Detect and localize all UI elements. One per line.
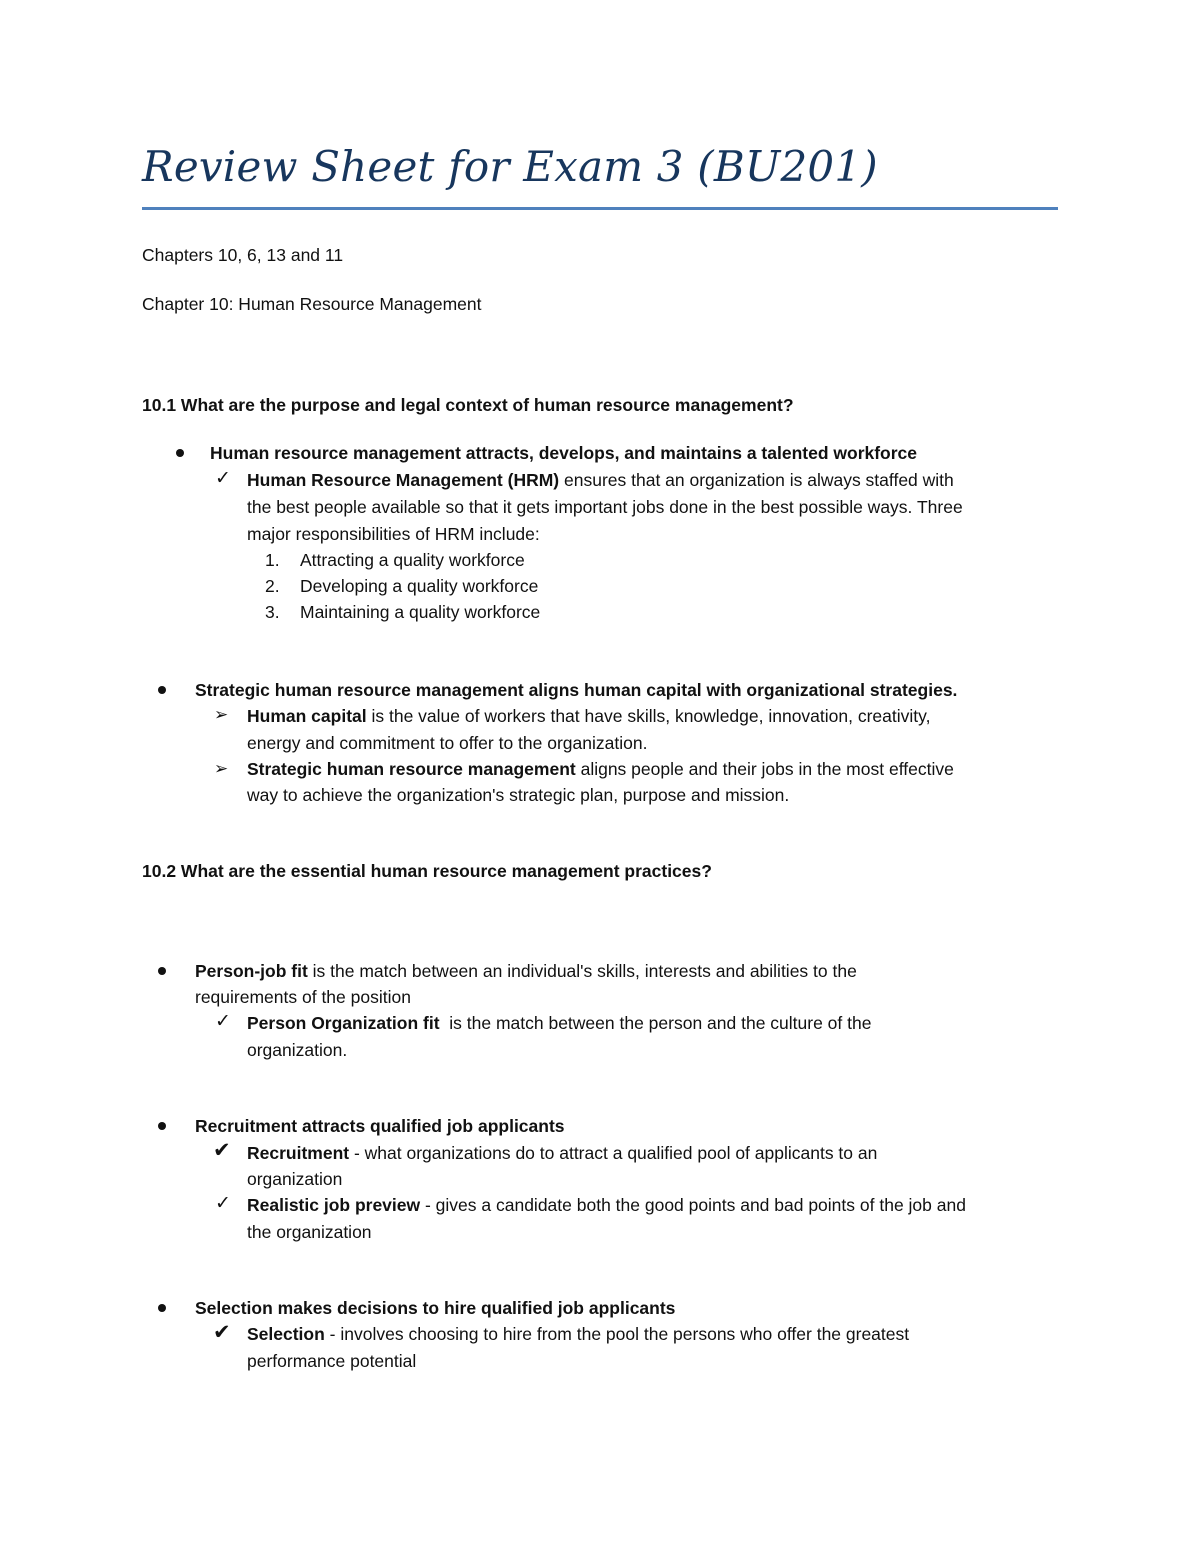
term-person-org-fit: Person Organization fit xyxy=(247,1013,440,1033)
hrm-definition-line-3: major responsibilities of HRM include: xyxy=(247,524,540,544)
check-mark-icon: ✓ xyxy=(215,1011,231,1032)
list-number: 3. xyxy=(265,602,280,622)
strategic-hrm-line-1 xyxy=(247,756,1058,782)
check-mark-icon: ✔ xyxy=(213,1139,231,1162)
human-capital-text: is the value of workers that have skills, knowledge, innovation, creativity, xyxy=(366,706,931,726)
chapter-heading: Chapter 10: Human Resource Management xyxy=(142,294,482,314)
term-selection: Selection xyxy=(247,1324,325,1344)
list-number: 2. xyxy=(265,576,280,596)
check-mark-icon: ✔ xyxy=(213,1321,231,1344)
bullet-hrm-summary: Human resource management attracts, develops, and maintains a talented workforce xyxy=(210,443,918,463)
bullet-icon xyxy=(158,967,166,975)
selection-line-2: performance potential xyxy=(247,1351,417,1371)
term-human-capital: Human capital xyxy=(247,706,367,726)
section-10-1-heading: 10.1 What are the purpose and legal context of human resource management? xyxy=(142,395,794,415)
recruitment-text: - what organizations do to attract a qualified pool of applicants to an xyxy=(349,1143,878,1163)
bullet-recruitment: Recruitment attracts qualified job applicants xyxy=(195,1116,565,1136)
list-item: Maintaining a quality workforce xyxy=(300,602,541,622)
check-mark-icon: ✓ xyxy=(215,1193,231,1214)
term-recruitment: Recruitment xyxy=(247,1143,350,1163)
arrowhead-bullet-icon: ➢ xyxy=(214,759,229,778)
person-job-fit-text: is the match between an individual's skills, interests and abilities to the xyxy=(307,961,857,981)
person-org-fit-text: is the match between the person and the culture of the xyxy=(439,1013,872,1033)
selection-text: - involves choosing to hire from the pool the persons who offer the greatest xyxy=(324,1324,910,1344)
title-underline xyxy=(142,207,1058,210)
list-item: Attracting a quality workforce xyxy=(300,550,525,570)
bullet-icon xyxy=(158,1304,166,1312)
recruitment-line-1 xyxy=(247,1140,877,1166)
realistic-job-preview-line-1 xyxy=(247,1192,966,1218)
bullet-icon xyxy=(158,686,166,694)
person-org-fit-line-2: organization. xyxy=(247,1040,348,1060)
bullet-icon xyxy=(176,449,184,457)
person-job-fit-line-2: requirements of the position xyxy=(195,987,411,1007)
selection-line-1 xyxy=(247,1321,909,1347)
realistic-job-preview-text: - gives a candidate both the good points and bad points of the job and xyxy=(420,1195,966,1215)
hrm-definition-text: ensures that an organization is always staffed with xyxy=(559,470,954,490)
person-org-fit-line-1 xyxy=(247,1010,871,1036)
term-realistic-job-preview: Realistic job preview xyxy=(247,1195,421,1215)
term-hrm: Human Resource Management (HRM) xyxy=(247,470,560,490)
section-10-2-heading: 10.2 What are the essential human resource management practices? xyxy=(142,861,712,881)
recruitment-line-2: organization xyxy=(247,1169,343,1189)
term-person-job-fit: Person-job fit xyxy=(195,961,308,981)
realistic-job-preview-line-2: the organization xyxy=(247,1222,372,1242)
chapters-line: Chapters 10, 6, 13 and 11 xyxy=(142,245,344,265)
human-capital-line-2: energy and commitment to offer to the organization. xyxy=(247,733,648,753)
list-number: 1. xyxy=(265,550,280,570)
strategic-hrm-line-2: way to achieve the organization's strategic plan, purpose and mission. xyxy=(247,785,790,805)
hrm-definition-line-1 xyxy=(247,467,954,493)
bullet-selection: Selection makes decisions to hire qualified job applicants xyxy=(195,1298,676,1318)
term-strategic-hrm: Strategic human resource management xyxy=(247,759,576,779)
arrowhead-bullet-icon: ➢ xyxy=(214,705,229,724)
bullet-icon xyxy=(158,1122,166,1130)
hrm-definition-line-2: the best people available so that it gets important jobs done in the best possible ways. Three xyxy=(247,497,963,517)
list-item: Developing a quality workforce xyxy=(300,576,539,596)
check-mark-icon: ✓ xyxy=(215,468,231,489)
bullet-strategic-hrm: Strategic human resource management aligns human capital with organizational strategies. xyxy=(195,680,958,700)
strategic-hrm-text: aligns people and their jobs in the most effective xyxy=(575,759,954,779)
person-job-fit-line-1 xyxy=(195,958,857,984)
human-capital-line-1 xyxy=(247,703,1058,729)
page-title: Review Sheet for Exam 3 (BU201) xyxy=(142,142,878,191)
